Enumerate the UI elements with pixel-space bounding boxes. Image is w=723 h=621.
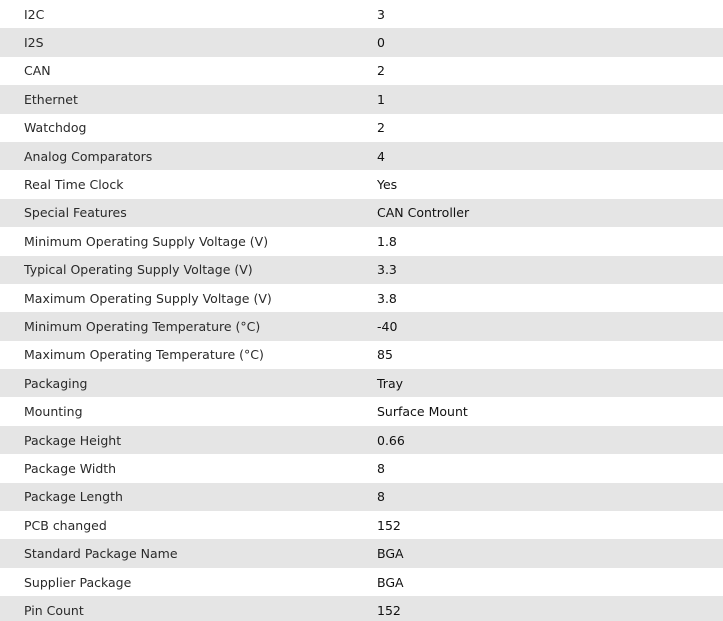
spec-label: Mounting [24,404,83,420]
spec-row-i2c [0,0,723,28]
spec-row-packaging [0,369,723,397]
spec-label: CAN [24,63,51,79]
spec-value: 4 [377,148,385,164]
spec-label: Maximum Operating Temperature (°C) [24,347,264,363]
spec-row-ethernet [0,85,723,113]
spec-value: BGA [377,546,404,562]
spec-label: I2C [24,6,45,22]
spec-row-max-supply-voltage [0,284,723,312]
spec-row-i2s [0,28,723,56]
spec-label: Maximum Operating Supply Voltage (V) [24,290,272,306]
spec-row-standard-package-name [0,539,723,567]
spec-value: Tray [377,375,403,391]
spec-label: Standard Package Name [24,546,178,562]
spec-label: Ethernet [24,91,78,107]
spec-label: Minimum Operating Supply Voltage (V) [24,233,269,249]
spec-row-package-length [0,483,723,511]
spec-label: Package Length [24,489,123,505]
spec-row-supplier-package [0,568,723,596]
spec-value: -40 [377,318,398,334]
spec-value: 8 [377,460,385,476]
spec-value: 0 [377,35,385,51]
spec-label: Analog Comparators [24,148,153,164]
spec-value: 2 [377,63,385,79]
spec-row-min-supply-voltage [0,227,723,255]
spec-label: Real Time Clock [24,177,124,193]
spec-value: 3.3 [377,262,397,278]
spec-value: 85 [377,347,393,363]
spec-label: Packaging [24,375,88,391]
spec-label: Package Height [24,432,122,448]
spec-value: 3 [377,6,385,22]
spec-value: 1.8 [377,233,397,249]
spec-label: I2S [24,35,44,51]
spec-value: CAN Controller [377,205,470,221]
spec-value: BGA [377,574,404,590]
spec-value: 152 [377,517,401,533]
spec-row-package-width [0,454,723,482]
spec-row-typ-supply-voltage [0,256,723,284]
spec-label: PCB changed [24,517,107,533]
spec-value: 2 [377,120,385,136]
spec-row-max-temperature [0,341,723,369]
spec-value: 0.66 [377,432,405,448]
spec-label: Package Width [24,460,117,476]
spec-row-can [0,57,723,85]
spec-label: Minimum Operating Temperature (°C) [24,318,261,334]
spec-value: 152 [377,602,401,618]
spec-label: Supplier Package [24,574,132,590]
spec-row-watchdog [0,114,723,142]
spec-value: 1 [377,91,385,107]
spec-label: Special Features [24,205,127,221]
spec-row-real-time-clock [0,170,723,198]
spec-value: 8 [377,489,385,505]
spec-label: Pin Count [24,602,84,618]
spec-row-package-height [0,426,723,454]
spec-row-pcb-changed [0,511,723,539]
spec-row-pin-count [0,596,723,621]
spec-row-mounting [0,397,723,425]
spec-row-min-temperature [0,312,723,340]
spec-row-special-features [0,199,723,227]
spec-value: 3.8 [377,290,397,306]
spec-row-analog-comparators [0,142,723,170]
spec-label: Typical Operating Supply Voltage (V) [24,262,253,278]
spec-label: Watchdog [24,120,87,136]
spec-value: Yes [377,177,398,193]
spec-value: Surface Mount [377,404,468,420]
